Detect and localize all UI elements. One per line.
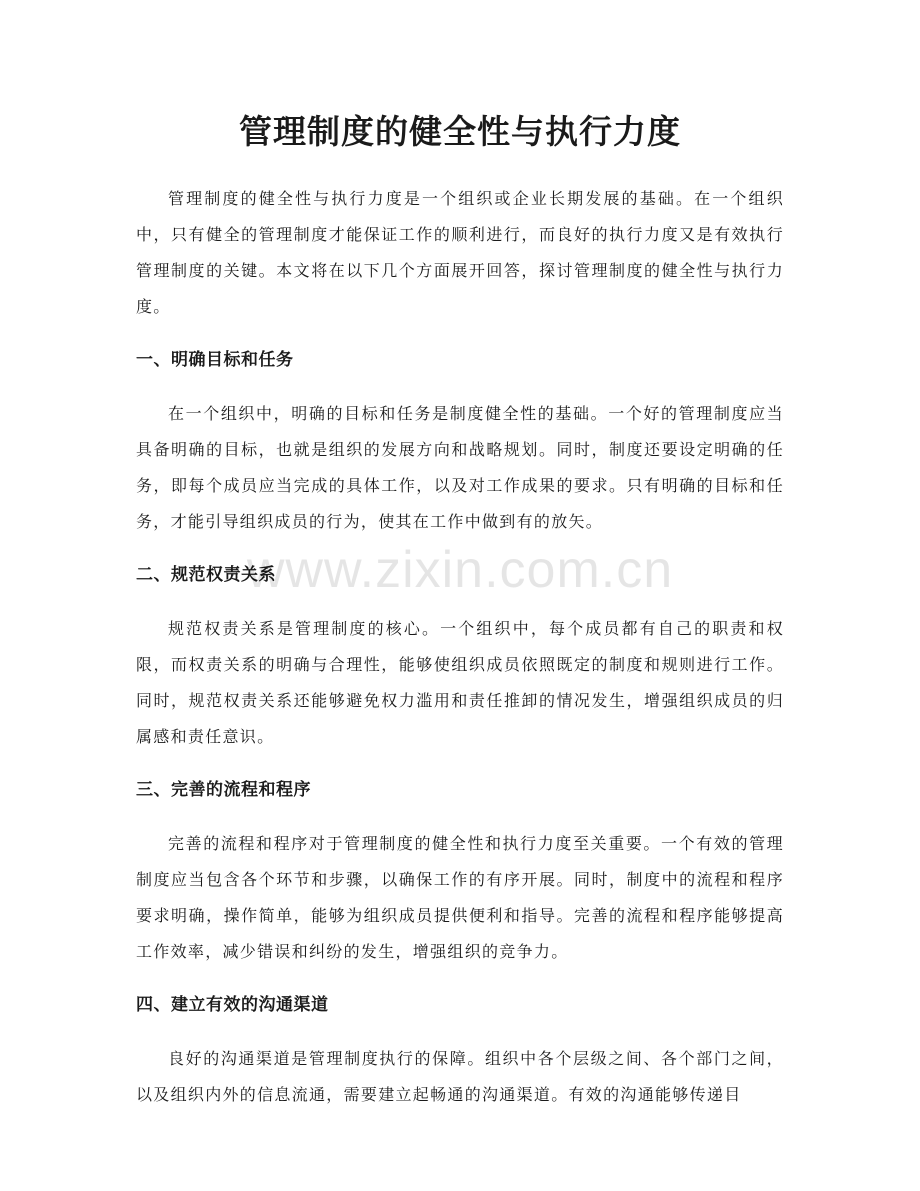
section-heading-2: 二、规范权责关系 — [136, 565, 276, 585]
section-heading-1: 一、明确目标和任务 — [136, 350, 294, 370]
section-body-4: 良好的沟通渠道是管理制度执行的保障。组织中各个层级之间、各个部门之间，以及组织内外的信息流通，需要建立起畅通的沟通渠道。有效的沟通能够传递目 — [136, 1049, 784, 1104]
section-heading-3: 三、完善的流程和程序 — [136, 780, 311, 800]
section-body-1: 在一个组织中，明确的目标和任务是制度健全性的基础。一个好的管理制度应当具备明确的目标，也就是组织的发展方向和战略规划。同时，制度还要设定明确的任务，即每个成员应当完成的具体工作，以及对工作成果的要求。只有明确的目标和任务，才能引导组织成员的行为，使其在工作中做到有的放矢。 — [136, 404, 784, 531]
document-title: 管理制度的健全性与执行力度 — [239, 112, 681, 151]
section-heading-4: 四、建立有效的沟通渠道 — [136, 995, 329, 1015]
section-body-3: 完善的流程和程序对于管理制度的健全性和执行力度至关重要。一个有效的管理制度应当包含各个环节和步骤，以确保工作的有序开展。同时，制度中的流程和程序要求明确，操作简单，能够为组织成员提供便利和指导。完善的流程和程序能够提高工作效率，减少错误和纠纷的发生，增强组织的竞争力。 — [136, 834, 784, 961]
document-body — [136, 181, 784, 1113]
intro-paragraph: 管理制度的健全性与执行力度是一个组织或企业长期发展的基础。在一个组织中，只有健全的管理制度才能保证工作的顺利进行，而良好的执行力度又是有效执行管理制度的关键。本文将在以下几个方面展开回答，探讨管理制度的健全性与执行力度。 — [136, 189, 784, 316]
watermark-text: www.zixin.com.cn — [246, 541, 674, 599]
section-body-2: 规范权责关系是管理制度的核心。一个组织中，每个成员都有自己的职责和权限，而权责关系的明确与合理性，能够使组织成员依照既定的制度和规则进行工作。同时，规范权责关系还能够避免权力滥用和责任推卸的情况发生，增强组织成员的归属感和责任意识。 — [136, 619, 784, 746]
